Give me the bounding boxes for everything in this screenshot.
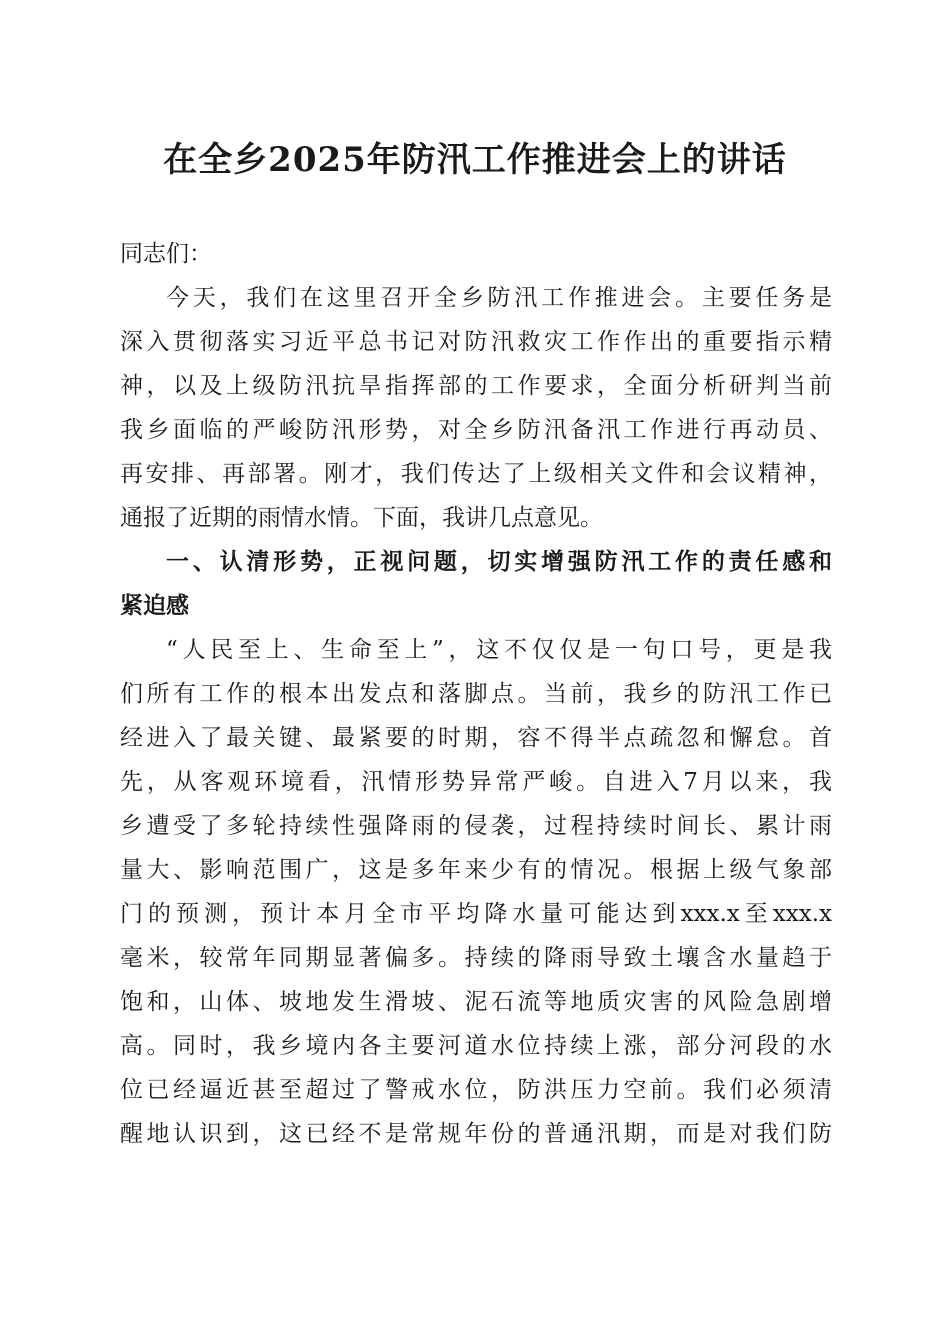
paragraph-line: 乡遭受了多轮持续性强降雨的侵袭，过程持续时间长、累计雨 bbox=[120, 813, 832, 839]
paragraph-line: 位已经逼近甚至超过了警戒水位，防洪压力空前。我们必须清 bbox=[120, 1077, 832, 1103]
document-title: 在全乡2025年防汛工作推进会上的讲话 bbox=[163, 140, 787, 180]
paragraph-situation bbox=[120, 628, 832, 1156]
paragraph-line: 先，从客观环境看，汛情形势异常严峻。自进入7月以来，我 bbox=[120, 769, 832, 795]
heading-line: 紧迫感 bbox=[120, 592, 189, 619]
paragraph-line: 神，以及上级防汛抗旱指挥部的工作要求，全面分析研判当前 bbox=[120, 373, 832, 399]
paragraph-line: 量大、影响范围广，这是多年来少有的情况。根据上级气象部 bbox=[120, 857, 832, 883]
paragraph-line: 今天，我们在这里召开全乡防汛工作推进会。主要任务是 bbox=[166, 285, 832, 311]
paragraph-line: 经进入了最关键、最紧要的时期，容不得半点疏忽和懈怠。首 bbox=[120, 725, 832, 751]
document-body bbox=[120, 232, 832, 1156]
heading-line: 一、认清形势，正视问题，切实增强防汛工作的责任感和 bbox=[166, 548, 832, 575]
paragraph-intro bbox=[120, 276, 832, 540]
paragraph-line: 高。同时，我乡境内各主要河道水位持续上涨，部分河段的水 bbox=[120, 1033, 832, 1059]
paragraph-line: 醒地认识到，这已经不是常规年份的普通汛期，而是对我们防 bbox=[120, 1121, 832, 1147]
paragraph-line: 饱和，山体、坡地发生滑坡、泥石流等地质灾害的风险急剧增 bbox=[120, 989, 832, 1015]
paragraph-line: 深入贯彻落实习近平总书记对防汛救灾工作作出的重要指示精 bbox=[120, 329, 832, 355]
salutation bbox=[120, 232, 832, 276]
salutation-line: 同志们： bbox=[120, 241, 212, 267]
paragraph-line: 再安排、再部署。刚才，我们传达了上级相关文件和会议精神， bbox=[120, 461, 832, 487]
paragraph-line: 门的预测，预计本月全市平均降水量可能达到xxx.x至xxx.x bbox=[120, 901, 832, 927]
section-heading-1 bbox=[120, 540, 832, 628]
paragraph-line: 毫米，较常年同期显著偏多。持续的降雨导致土壤含水量趋于 bbox=[120, 945, 832, 971]
paragraph-line: 我乡面临的严峻防汛形势，对全乡防汛备汛工作进行再动员、 bbox=[120, 417, 832, 443]
paragraph-line: 们所有工作的根本出发点和落脚点。当前，我乡的防汛工作已 bbox=[120, 681, 832, 707]
paragraph-line: 通报了近期的雨情水情。下面，我讲几点意见。 bbox=[120, 505, 603, 531]
paragraph-line: “人民至上、生命至上”，这不仅仅是一句口号，更是我 bbox=[166, 637, 832, 663]
